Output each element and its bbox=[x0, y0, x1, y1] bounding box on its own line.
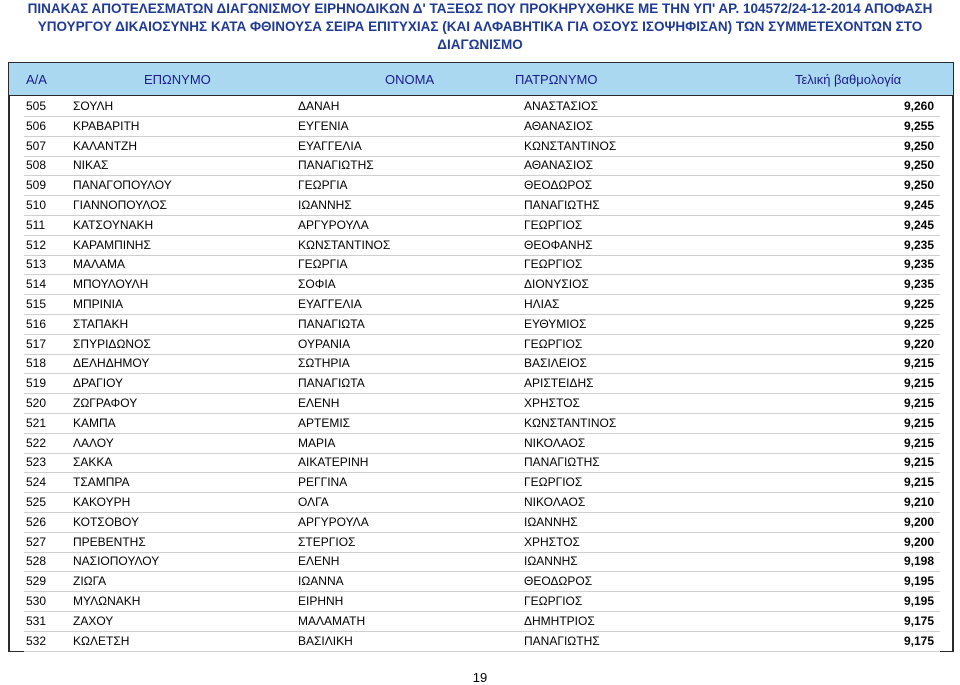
cell-surname: ΚΑΚΟΥΡΗ bbox=[73, 495, 131, 509]
cell-score: 9,215 bbox=[903, 376, 934, 391]
cell-score: 9,215 bbox=[903, 415, 934, 430]
cell-surname: ΓΙΑΝΝΟΠΟΥΛΟΣ bbox=[73, 198, 167, 212]
title-line-1: ΠΙΝΑΚΑΣ ΑΠΟΤΕΛΕΣΜΑΤΩΝ ΔΙΑΓΩΝΙΣΜΟΥ ΕΙΡΗΝΟΔΙΚΩΝ Δ' ΤΑΞΕΩΣ ΠΟΥ ΠΡΟΚΗΡΥΧΘΗΚΕ ΜΕ ΤΗΝ ΥΠ' ΑΡ. 104572/24-12-2014 ΑΠΟΦΑΣΗ bbox=[27, 1, 933, 16]
cell-surname: ΛΑΛΟΥ bbox=[73, 435, 114, 450]
cell-name: ΠΑΝΑΓΙΩΤΑ bbox=[298, 316, 365, 331]
cell-father: ΗΛΙΑΣ bbox=[524, 297, 560, 311]
cell-name: ΕΥΑΓΓΕΛΙΑ bbox=[298, 297, 362, 311]
table-row bbox=[24, 254, 940, 275]
table-row bbox=[24, 294, 940, 315]
table-row bbox=[24, 452, 940, 473]
cell-father: ΝΙΚΟΛΑΟΣ bbox=[524, 495, 586, 509]
cell-father: ΘΕΟΔΩΡΟΣ bbox=[524, 574, 593, 589]
cell-surname: ΚΟΤΣΟΒΟΥ bbox=[73, 514, 140, 529]
cell-father: ΑΡΙΣΤΕΙΔΗΣ bbox=[524, 376, 594, 391]
cell-aa: 509 bbox=[26, 178, 47, 193]
cell-score: 9,235 bbox=[903, 277, 934, 292]
cell-aa: 522 bbox=[26, 435, 47, 450]
cell-score: 9,250 bbox=[903, 138, 934, 153]
table-row bbox=[24, 136, 940, 157]
cell-aa: 507 bbox=[26, 138, 47, 153]
cell-score: 9,220 bbox=[903, 336, 934, 351]
header-aa: Α/Α bbox=[26, 72, 47, 87]
cell-father: ΠΑΝΑΓΙΩΤΗΣ bbox=[524, 633, 600, 648]
document-title bbox=[0, 0, 960, 54]
cell-father: ΕΥΘΥΜΙΟΣ bbox=[524, 316, 587, 331]
cell-father: ΘΕΟΔΩΡΟΣ bbox=[524, 178, 593, 193]
cell-name: ΣΤΕΡΓΙΟΣ bbox=[298, 534, 356, 549]
table-row bbox=[24, 314, 940, 335]
cell-score: 9,225 bbox=[903, 316, 934, 331]
cell-aa: 523 bbox=[26, 455, 47, 470]
cell-aa: 512 bbox=[26, 237, 47, 252]
cell-score: 9,175 bbox=[903, 613, 934, 628]
table-row bbox=[24, 433, 940, 454]
cell-aa: 505 bbox=[26, 99, 47, 113]
cell-father: ΑΝΑΣΤΑΣΙΟΣ bbox=[524, 99, 599, 113]
cell-name: ΕΛΕΝΗ bbox=[298, 554, 340, 569]
table-row bbox=[24, 215, 940, 236]
cell-aa: 513 bbox=[26, 257, 47, 272]
cell-surname: ΠΡΕΒΕΝΤΗΣ bbox=[73, 534, 146, 549]
cell-surname: ΚΑΜΠΑ bbox=[73, 415, 116, 430]
cell-name: ΡΕΓΓΙΝΑ bbox=[298, 475, 348, 490]
table-row bbox=[24, 195, 940, 216]
cell-aa: 525 bbox=[26, 495, 47, 509]
cell-name: ΟΥΡΑΝΙΑ bbox=[298, 336, 351, 351]
cell-name: ΜΑΛΑΜΑΤΗ bbox=[298, 613, 366, 628]
cell-score: 9,175 bbox=[903, 633, 934, 648]
table-row bbox=[24, 611, 940, 632]
cell-name: ΣΩΤΗΡΙΑ bbox=[298, 356, 350, 371]
cell-father: ΧΡΗΣΤΟΣ bbox=[524, 534, 580, 549]
cell-father: ΒΑΣΙΛΕΙΟΣ bbox=[524, 356, 587, 371]
cell-score: 9,235 bbox=[903, 237, 934, 252]
cell-father: ΙΩΑΝΝΗΣ bbox=[524, 554, 578, 569]
cell-surname: ΜΠΟΥΛΟΥΛΗ bbox=[73, 277, 149, 292]
cell-surname: ΜΑΛΑΜΑ bbox=[73, 257, 126, 272]
table-row bbox=[24, 334, 940, 355]
header-score: Τελική βαθμολογία bbox=[795, 72, 902, 87]
cell-score: 9,245 bbox=[903, 198, 934, 212]
cell-name: ΙΩΑΝΝΗΣ bbox=[298, 198, 352, 212]
cell-score: 9,215 bbox=[903, 356, 934, 371]
cell-father: ΓΕΩΡΓΙΟΣ bbox=[524, 217, 583, 232]
cell-father: ΧΡΗΣΤΟΣ bbox=[524, 396, 580, 410]
cell-name: ΑΙΚΑΤΕΡΙΝΗ bbox=[298, 455, 369, 470]
cell-surname: ΔΕΛΗΔΗΜΟΥ bbox=[73, 356, 150, 371]
cell-surname: ΣΠΥΡΙΔΩΝΟΣ bbox=[73, 336, 151, 351]
cell-father: ΔΙΟΝΥΣΙΟΣ bbox=[524, 277, 589, 292]
cell-surname: ΚΑΛΑΝΤΖΗ bbox=[73, 138, 138, 153]
cell-aa: 528 bbox=[26, 554, 47, 569]
cell-father: ΚΩΝΣΤΑΝΤΙΝΟΣ bbox=[524, 415, 617, 430]
table-row bbox=[24, 512, 940, 533]
cell-score: 9,250 bbox=[903, 158, 934, 173]
cell-surname: ΚΡΑΒΑΡΙΤΗ bbox=[73, 118, 140, 133]
cell-surname: ΣΟΥΛΗ bbox=[73, 99, 114, 113]
cell-father: ΔΗΜΗΤΡΙΟΣ bbox=[524, 613, 595, 628]
cell-surname: ΜΠΡΙΝΙΑ bbox=[73, 297, 124, 311]
cell-score: 9,215 bbox=[903, 435, 934, 450]
cell-surname: ΖΑΧΟΥ bbox=[73, 613, 114, 628]
cell-aa: 527 bbox=[26, 534, 47, 549]
header-surname: ΕΠΩΝΥΜΟ bbox=[144, 72, 211, 87]
cell-name: ΑΡΓΥΡΟΥΛΑ bbox=[298, 514, 369, 529]
cell-score: 9,195 bbox=[903, 574, 934, 589]
title-line-2: ΥΠΟΥΡΓΟΥ ΔΙΚΑΙΟΣΥΝΗΣ ΚΑΤΑ ΦΘΙΝΟΥΣΑ ΣΕΙΡΑ ΕΠΙΤΥΧΙΑΣ (ΚΑΙ ΑΛΦΑΒΗΤΙΚΑ ΓΙΑ ΟΣΟΥΣ ΙΣΟΨΗΦΙΣΑΝ) ΤΩΝ ΣΥΜΜΕΤΕΧΟΝΤΩΝ ΣΤΟ bbox=[37, 19, 923, 34]
cell-father: ΘΕΟΦΑΝΗΣ bbox=[524, 237, 593, 252]
header-father: ΠΑΤΡΩΝΥΜΟ bbox=[515, 72, 598, 87]
cell-name: ΣΟΦΙΑ bbox=[298, 277, 336, 292]
cell-aa: 515 bbox=[26, 297, 47, 311]
cell-score: 9,195 bbox=[903, 594, 934, 608]
cell-score: 9,198 bbox=[903, 554, 934, 569]
cell-surname: ΚΑΤΣΟΥΝΑΚΗ bbox=[73, 217, 154, 232]
header-name: ΟΝΟΜΑ bbox=[385, 72, 435, 87]
table-row bbox=[24, 571, 940, 592]
cell-name: ΑΡΤΕΜΙΣ bbox=[298, 415, 351, 430]
cell-aa: 530 bbox=[26, 594, 47, 608]
cell-aa: 526 bbox=[26, 514, 47, 529]
cell-score: 9,215 bbox=[903, 475, 934, 490]
cell-aa: 531 bbox=[26, 613, 47, 628]
cell-surname: ΝΑΣΙΟΠΟΥΛΟΥ bbox=[73, 554, 160, 569]
cell-score: 9,225 bbox=[903, 297, 934, 311]
table-row bbox=[24, 96, 940, 117]
table-row bbox=[24, 155, 940, 176]
table-row bbox=[24, 591, 940, 612]
cell-father: ΓΕΩΡΓΙΟΣ bbox=[524, 257, 583, 272]
cell-aa: 511 bbox=[26, 217, 46, 232]
cell-name: ΕΥΑΓΓΕΛΙΑ bbox=[298, 138, 362, 153]
cell-name: ΕΙΡΗΝΗ bbox=[298, 594, 344, 608]
page-number: 19 bbox=[472, 670, 488, 685]
cell-father: ΠΑΝΑΓΙΩΤΗΣ bbox=[524, 198, 600, 212]
results-table bbox=[8, 62, 954, 652]
cell-score: 9,235 bbox=[903, 257, 934, 272]
table-row bbox=[24, 274, 940, 295]
table-row bbox=[24, 532, 940, 553]
cell-father: ΑΘΑΝΑΣΙΟΣ bbox=[524, 118, 594, 133]
cell-aa: 518 bbox=[26, 356, 47, 371]
cell-father: ΓΕΩΡΓΙΟΣ bbox=[524, 594, 583, 608]
cell-father: ΝΙΚΟΛΑΟΣ bbox=[524, 435, 586, 450]
table-row bbox=[24, 235, 940, 256]
cell-name: ΑΡΓΥΡΟΥΛΑ bbox=[298, 217, 369, 232]
cell-surname: ΔΡΑΓΙΟΥ bbox=[73, 376, 124, 391]
cell-surname: ΚΩΛΕΤΣΗ bbox=[73, 633, 130, 648]
title-line-3: ΔΙΑΓΩΝΙΣΜΟ bbox=[437, 37, 523, 52]
cell-father: ΙΩΑΝΝΗΣ bbox=[524, 514, 578, 529]
table-row bbox=[24, 472, 940, 493]
cell-name: ΜΑΡΙΑ bbox=[298, 435, 336, 450]
table-row bbox=[24, 353, 940, 374]
cell-name: ΚΩΝΣΤΑΝΤΙΝΟΣ bbox=[298, 237, 391, 252]
cell-aa: 517 bbox=[26, 336, 47, 351]
cell-surname: ΚΑΡΑΜΠΙΝΗΣ bbox=[73, 237, 151, 252]
cell-name: ΠΑΝΑΓΙΩΤΑ bbox=[298, 376, 365, 391]
cell-score: 9,215 bbox=[903, 455, 934, 470]
cell-aa: 506 bbox=[26, 118, 47, 133]
cell-father: ΚΩΝΣΤΑΝΤΙΝΟΣ bbox=[524, 138, 617, 153]
table-row bbox=[24, 631, 940, 652]
table-header bbox=[8, 62, 954, 96]
cell-aa: 510 bbox=[26, 198, 47, 212]
cell-father: ΑΘΑΝΑΣΙΟΣ bbox=[524, 158, 594, 173]
table-row bbox=[24, 413, 940, 434]
cell-surname: ΣΑΚΚΑ bbox=[73, 455, 113, 470]
cell-score: 9,260 bbox=[903, 99, 934, 113]
cell-aa: 532 bbox=[26, 633, 47, 648]
cell-name: ΕΥΓΕΝΙΑ bbox=[298, 118, 349, 133]
cell-name: ΔΑΝΑΗ bbox=[298, 99, 340, 113]
table-row bbox=[24, 116, 940, 137]
cell-surname: ΠΑΝΑΓΟΠΟΥΛΟΥ bbox=[73, 178, 172, 193]
cell-score: 9,210 bbox=[903, 495, 934, 509]
cell-name: ΒΑΣΙΛΙΚΗ bbox=[298, 633, 353, 648]
table-body bbox=[8, 96, 954, 652]
cell-surname: ΖΙΩΓΑ bbox=[73, 574, 107, 589]
cell-surname: ΖΩΓΡΑΦΟΥ bbox=[73, 396, 138, 410]
cell-aa: 529 bbox=[26, 574, 47, 589]
cell-score: 9,200 bbox=[903, 534, 934, 549]
cell-aa: 514 bbox=[26, 277, 47, 292]
cell-father: ΓΕΩΡΓΙΟΣ bbox=[524, 336, 583, 351]
cell-aa: 508 bbox=[26, 158, 47, 173]
cell-aa: 520 bbox=[26, 396, 47, 410]
cell-father: ΠΑΝΑΓΙΩΤΗΣ bbox=[524, 455, 600, 470]
cell-score: 9,215 bbox=[903, 396, 934, 410]
cell-aa: 519 bbox=[26, 376, 47, 391]
cell-name: ΓΕΩΡΓΙΑ bbox=[298, 178, 348, 193]
cell-surname: ΤΣΑΜΠΡΑ bbox=[73, 475, 130, 490]
cell-name: ΠΑΝΑΓΙΩΤΗΣ bbox=[298, 158, 374, 173]
table-row bbox=[24, 492, 940, 513]
cell-name: ΙΩΑΝΝΑ bbox=[298, 574, 344, 589]
cell-surname: ΣΤΑΠΑΚΗ bbox=[73, 316, 129, 331]
cell-aa: 524 bbox=[26, 475, 47, 490]
cell-aa: 521 bbox=[26, 415, 47, 430]
cell-name: ΕΛΕΝΗ bbox=[298, 396, 340, 410]
table-row bbox=[24, 393, 940, 414]
table-row bbox=[24, 175, 940, 196]
table-row bbox=[24, 551, 940, 572]
cell-score: 9,250 bbox=[903, 178, 934, 193]
cell-score: 9,245 bbox=[903, 217, 934, 232]
table-row bbox=[24, 373, 940, 394]
cell-name: ΓΕΩΡΓΙΑ bbox=[298, 257, 348, 272]
cell-surname: ΜΥΛΩΝΑΚΗ bbox=[73, 594, 141, 608]
cell-score: 9,255 bbox=[903, 118, 934, 133]
cell-father: ΓΕΩΡΓΙΟΣ bbox=[524, 475, 583, 490]
cell-aa: 516 bbox=[26, 316, 47, 331]
cell-surname: ΝΙΚΑΣ bbox=[73, 158, 109, 173]
cell-score: 9,200 bbox=[903, 514, 934, 529]
cell-name: ΟΛΓΑ bbox=[298, 495, 329, 509]
